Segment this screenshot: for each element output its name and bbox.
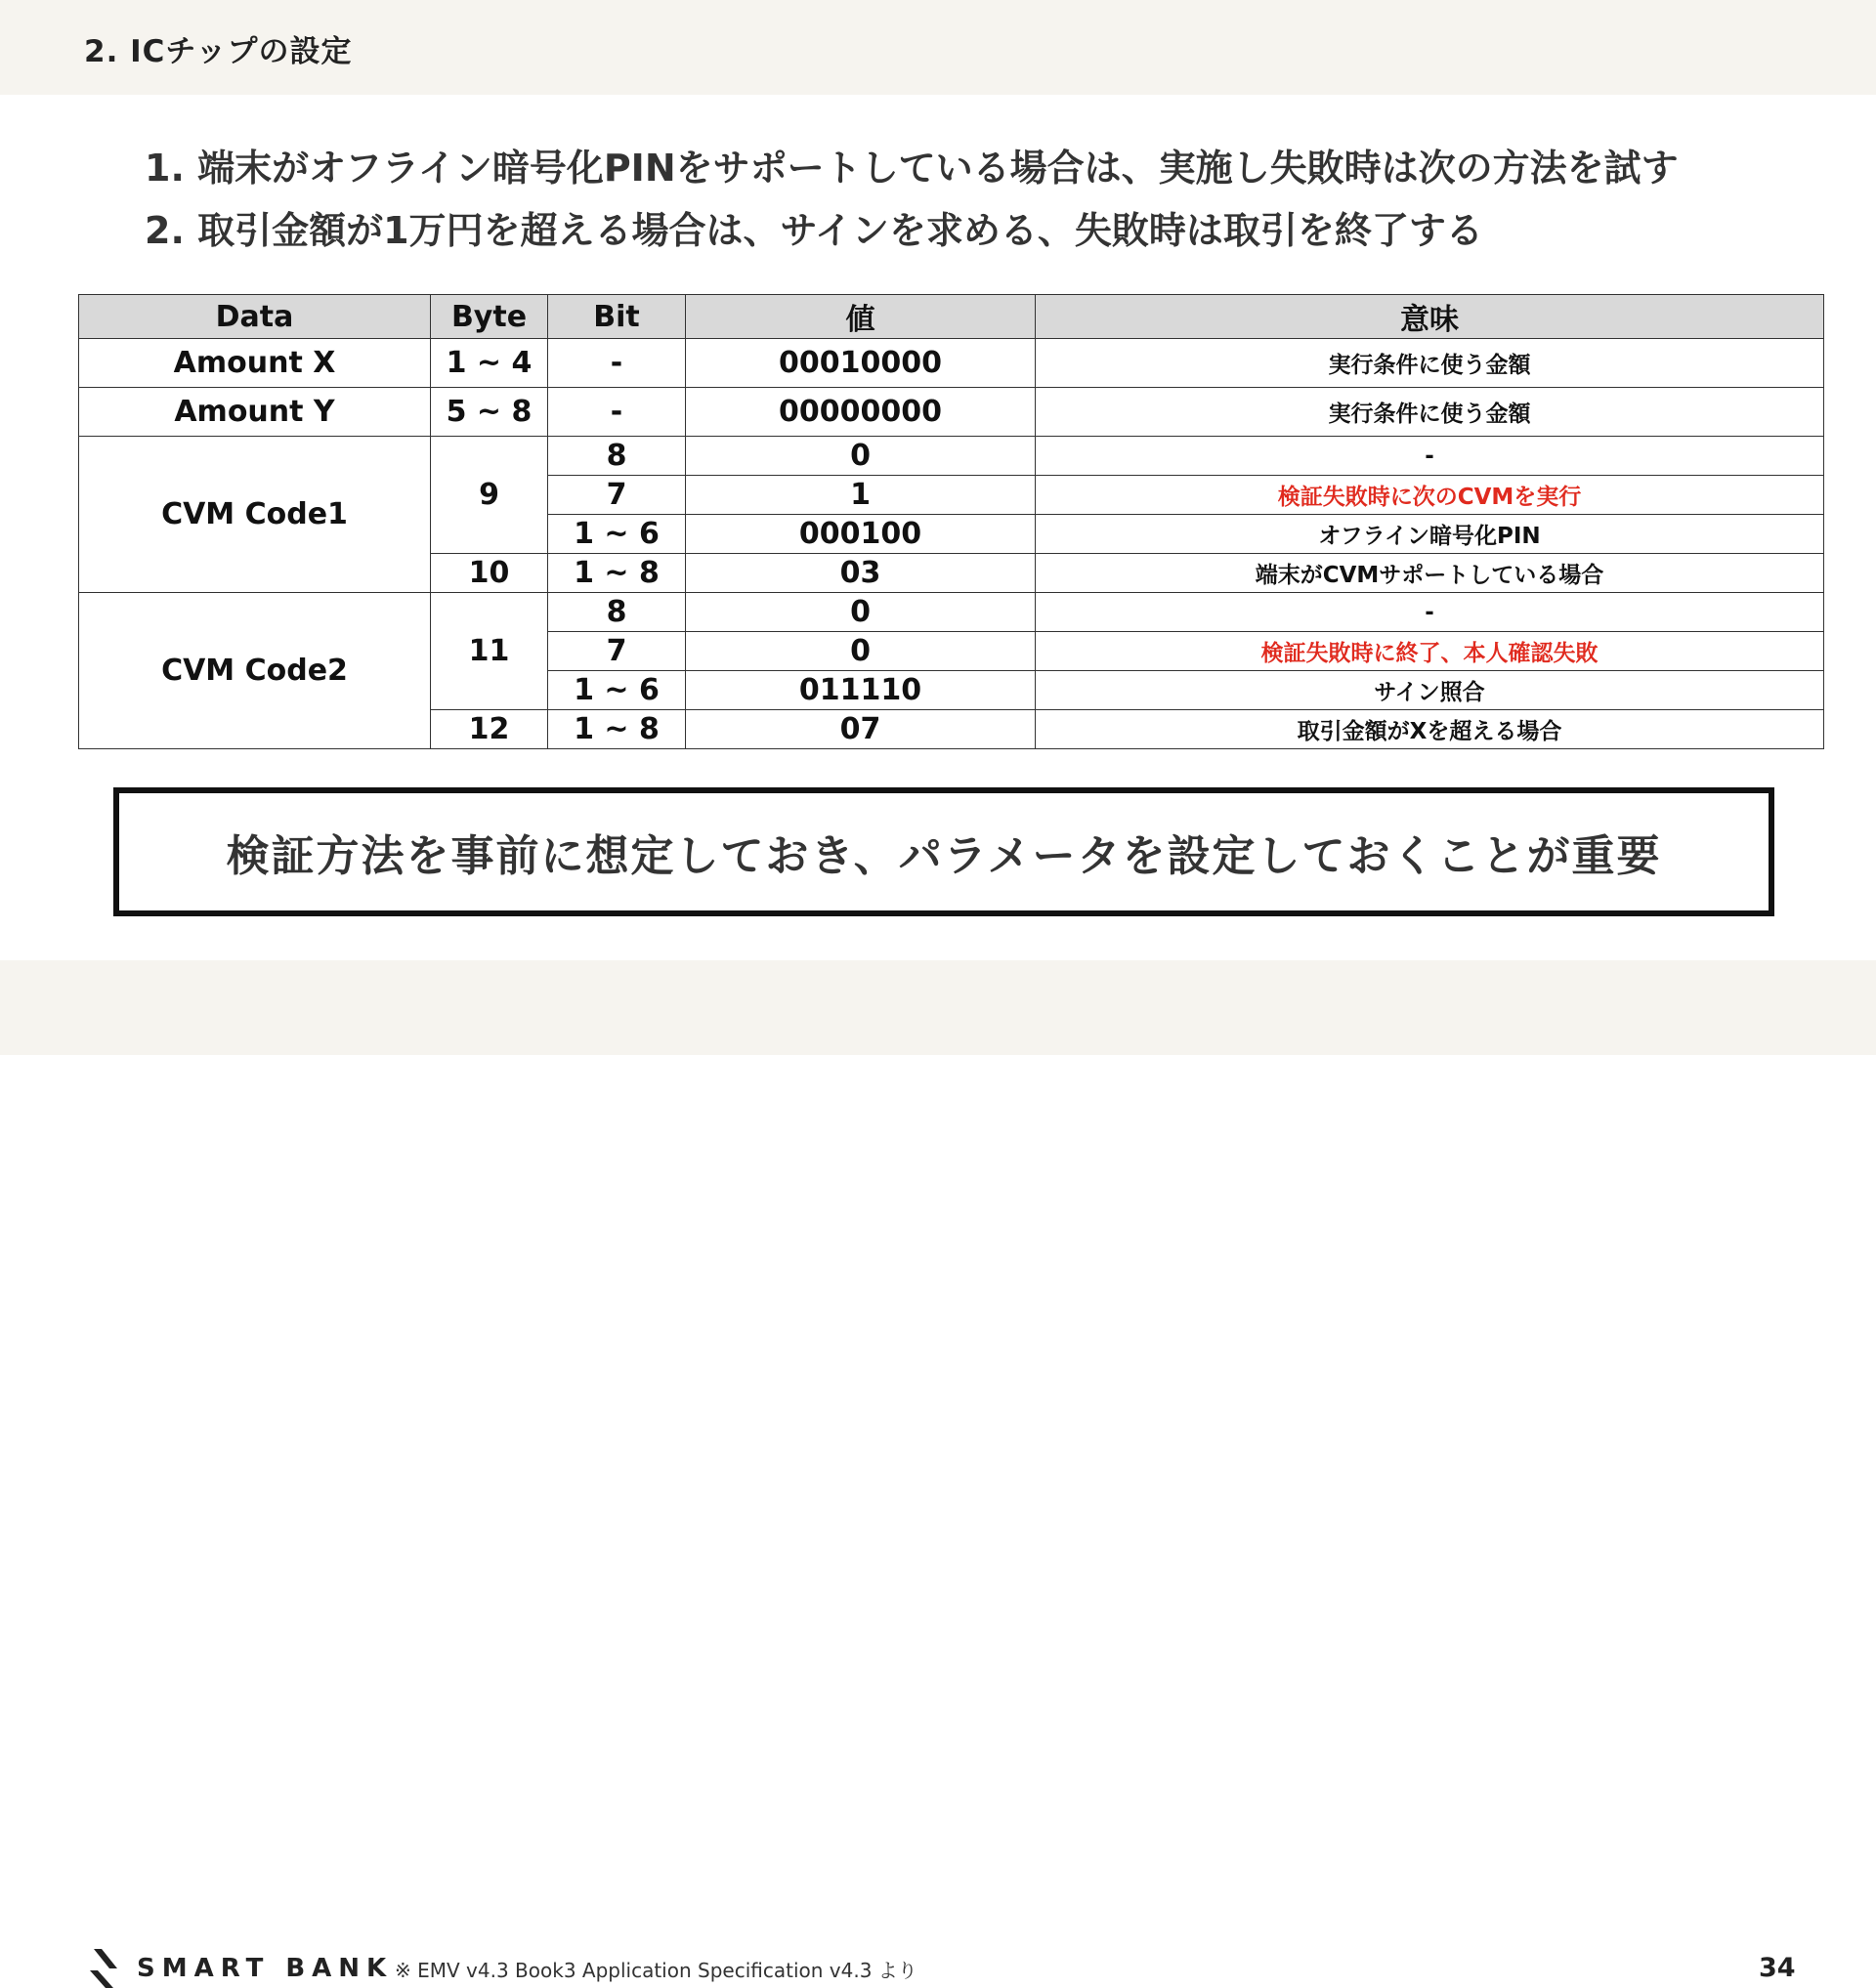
cell-meaning: - [1036,593,1824,632]
key-message-text: 検証方法を事前に想定しておき、パラメータを設定しておくことが重要 [226,831,1662,881]
key-point-2: 2. 取引金額が1万円を超える場合は、サインを求める、失敗時は取引を終了する [145,209,1483,252]
cell-data: Amount Y [79,388,431,437]
cell-bit: 1 ~ 8 [548,710,686,749]
cell-meaning: オフライン暗号化PIN [1036,515,1824,554]
cell-bit: 8 [548,593,686,632]
footer-bar [0,960,1876,1983]
cell-byte: 12 [431,710,548,749]
cell-meaning: - [1036,437,1824,476]
cell-bit: 1 ~ 6 [548,671,686,710]
cell-value: 0 [686,632,1036,671]
cell-value: 1 [686,476,1036,515]
header-meaning: 意味 [1036,295,1824,339]
cell-meaning: 実行条件に使う金額 [1036,339,1824,388]
cell-bit: - [548,388,686,437]
cell-value: 011110 [686,671,1036,710]
cell-meaning: 実行条件に使う金額 [1036,388,1824,437]
company-logo [88,1949,393,1988]
table-row [79,593,1824,632]
source-note: ※ EMV v4.3 Book3 Application Specification v4.3 より [395,1959,917,1982]
cell-byte: 5 ~ 8 [431,388,548,437]
smartbank-logo-icon [88,1949,119,1988]
cell-value: 00000000 [686,388,1036,437]
table-row [79,339,1824,388]
cell-data: CVM Code1 [79,437,431,593]
header-bar [0,0,1876,95]
table-row [79,388,1824,437]
cell-byte: 1 ~ 4 [431,339,548,388]
cell-data: CVM Code2 [79,593,431,749]
cell-byte: 9 [431,437,548,554]
logo-wordmark: SMART BANK [137,1954,394,1983]
cvm-settings-table [78,294,1824,749]
header-byte: Byte [431,295,548,339]
cell-meaning-highlight: 検証失敗時に次のCVMを実行 [1036,476,1824,515]
cell-value: 07 [686,710,1036,749]
header-value: 値 [686,295,1036,339]
cell-bit: 8 [548,437,686,476]
table-row [79,437,1824,476]
cell-bit: 7 [548,632,686,671]
cell-bit: 1 ~ 6 [548,515,686,554]
cell-byte: 11 [431,593,548,710]
cell-bit: - [548,339,686,388]
table-header-row [79,295,1824,339]
cell-meaning: サイン照合 [1036,671,1824,710]
cell-bit: 1 ~ 8 [548,554,686,593]
cell-data: Amount X [79,339,431,388]
cell-value: 00010000 [686,339,1036,388]
cell-meaning: 端末がCVMサポートしている場合 [1036,554,1824,593]
cell-meaning-highlight: 検証失敗時に終了、本人確認失敗 [1036,632,1824,671]
cell-meaning: 取引金額がXを超える場合 [1036,710,1824,749]
header-data: Data [79,295,431,339]
key-points-list [145,137,1679,262]
cell-value: 000100 [686,515,1036,554]
page-number: 34 [1759,1953,1796,1983]
cell-value: 0 [686,437,1036,476]
slide-title: 2. ICチップの設定 [84,34,353,69]
header-bit: Bit [548,295,686,339]
cell-byte: 10 [431,554,548,593]
cell-bit: 7 [548,476,686,515]
cell-value: 0 [686,593,1036,632]
key-point-1: 1. 端末がオフライン暗号化PINをサポートしている場合は、実施し失敗時は次の方法を試す [145,147,1679,190]
key-message-box [113,787,1774,916]
cell-value: 03 [686,554,1036,593]
